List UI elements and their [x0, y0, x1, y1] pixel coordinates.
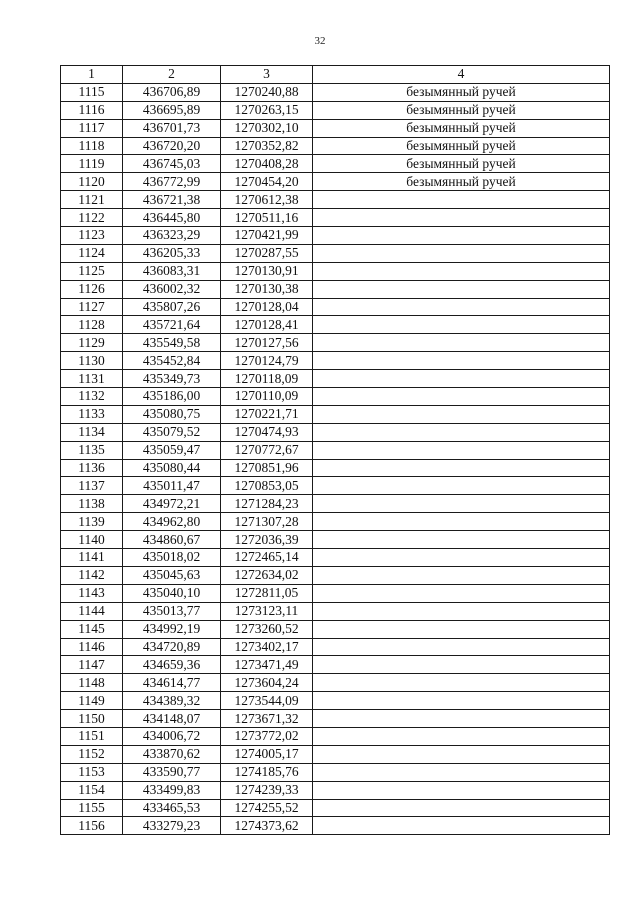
- table-row: [61, 459, 610, 477]
- x-coordinate-cell: 434659,36: [123, 656, 221, 674]
- x-coordinate-cell: 435040,10: [123, 584, 221, 602]
- description-cell: [313, 405, 610, 423]
- point-number-cell: 1119: [61, 155, 123, 173]
- x-coordinate-cell: 436083,31: [123, 262, 221, 280]
- point-number-cell: 1154: [61, 781, 123, 799]
- point-number-cell: 1145: [61, 620, 123, 638]
- y-coordinate-cell: 1270110,09: [221, 388, 313, 406]
- description-cell: [313, 799, 610, 817]
- x-coordinate-cell: 433870,62: [123, 745, 221, 763]
- point-number-cell: 1116: [61, 101, 123, 119]
- table-row: [61, 191, 610, 209]
- table-row: [61, 262, 610, 280]
- table-row: [61, 763, 610, 781]
- table-row: [61, 727, 610, 745]
- y-coordinate-cell: 1270130,91: [221, 262, 313, 280]
- description-cell: [313, 244, 610, 262]
- description-cell: [313, 352, 610, 370]
- table-row: [61, 495, 610, 513]
- table-row: [61, 209, 610, 227]
- point-number-cell: 1122: [61, 209, 123, 227]
- table-row: [61, 388, 610, 406]
- y-coordinate-cell: 1272634,02: [221, 566, 313, 584]
- x-coordinate-cell: 434860,67: [123, 531, 221, 549]
- description-cell: [313, 388, 610, 406]
- y-coordinate-cell: 1270263,15: [221, 101, 313, 119]
- point-number-cell: 1138: [61, 495, 123, 513]
- table-row: [61, 674, 610, 692]
- x-coordinate-cell: 436695,89: [123, 101, 221, 119]
- description-cell: [313, 316, 610, 334]
- description-cell: [313, 817, 610, 835]
- point-number-cell: 1153: [61, 763, 123, 781]
- point-number-cell: 1143: [61, 584, 123, 602]
- column-header-y: 3: [221, 66, 313, 84]
- y-coordinate-cell: 1270127,56: [221, 334, 313, 352]
- x-coordinate-cell: 435807,26: [123, 298, 221, 316]
- table-header-row: [61, 66, 610, 84]
- point-number-cell: 1155: [61, 799, 123, 817]
- y-coordinate-cell: 1273260,52: [221, 620, 313, 638]
- description-cell: [313, 262, 610, 280]
- y-coordinate-cell: 1270128,04: [221, 298, 313, 316]
- point-number-cell: 1146: [61, 638, 123, 656]
- description-cell: безымянный ручей: [313, 119, 610, 137]
- point-number-cell: 1117: [61, 119, 123, 137]
- y-coordinate-cell: 1270118,09: [221, 370, 313, 388]
- table-row: [61, 101, 610, 119]
- description-cell: [313, 602, 610, 620]
- x-coordinate-cell: 435349,73: [123, 370, 221, 388]
- y-coordinate-cell: 1270851,96: [221, 459, 313, 477]
- point-number-cell: 1121: [61, 191, 123, 209]
- y-coordinate-cell: 1273604,24: [221, 674, 313, 692]
- description-cell: [313, 191, 610, 209]
- coordinates-table: [60, 65, 610, 835]
- description-cell: [313, 692, 610, 710]
- x-coordinate-cell: 435045,63: [123, 566, 221, 584]
- description-cell: [313, 584, 610, 602]
- table-row: [61, 745, 610, 763]
- y-coordinate-cell: 1270302,10: [221, 119, 313, 137]
- y-coordinate-cell: 1270511,16: [221, 209, 313, 227]
- x-coordinate-cell: 434389,32: [123, 692, 221, 710]
- x-coordinate-cell: 434614,77: [123, 674, 221, 692]
- table-row: [61, 137, 610, 155]
- x-coordinate-cell: 433279,23: [123, 817, 221, 835]
- point-number-cell: 1156: [61, 817, 123, 835]
- y-coordinate-cell: 1270221,71: [221, 405, 313, 423]
- table-row: [61, 352, 610, 370]
- x-coordinate-cell: 435013,77: [123, 602, 221, 620]
- point-number-cell: 1147: [61, 656, 123, 674]
- point-number-cell: 1140: [61, 531, 123, 549]
- point-number-cell: 1134: [61, 423, 123, 441]
- y-coordinate-cell: 1270124,79: [221, 352, 313, 370]
- description-cell: [313, 495, 610, 513]
- x-coordinate-cell: 436720,20: [123, 137, 221, 155]
- x-coordinate-cell: 433590,77: [123, 763, 221, 781]
- table-row: [61, 817, 610, 835]
- x-coordinate-cell: 434992,19: [123, 620, 221, 638]
- description-cell: [313, 423, 610, 441]
- y-coordinate-cell: 1273123,11: [221, 602, 313, 620]
- description-cell: безымянный ручей: [313, 101, 610, 119]
- description-cell: безымянный ручей: [313, 137, 610, 155]
- table-row: [61, 316, 610, 334]
- table-row: [61, 405, 610, 423]
- table-row: [61, 244, 610, 262]
- table-row: [61, 155, 610, 173]
- table-row: [61, 638, 610, 656]
- x-coordinate-cell: 435018,02: [123, 549, 221, 567]
- table-row: [61, 513, 610, 531]
- description-cell: [313, 513, 610, 531]
- y-coordinate-cell: 1274373,62: [221, 817, 313, 835]
- description-cell: безымянный ручей: [313, 155, 610, 173]
- y-coordinate-cell: 1270408,28: [221, 155, 313, 173]
- y-coordinate-cell: 1270128,41: [221, 316, 313, 334]
- table-row: [61, 173, 610, 191]
- point-number-cell: 1115: [61, 83, 123, 101]
- description-cell: [313, 638, 610, 656]
- point-number-cell: 1136: [61, 459, 123, 477]
- y-coordinate-cell: 1270454,20: [221, 173, 313, 191]
- point-number-cell: 1129: [61, 334, 123, 352]
- x-coordinate-cell: 436721,38: [123, 191, 221, 209]
- table-row: [61, 549, 610, 567]
- y-coordinate-cell: 1273671,32: [221, 710, 313, 728]
- y-coordinate-cell: 1270287,55: [221, 244, 313, 262]
- description-cell: [313, 227, 610, 245]
- y-coordinate-cell: 1274185,76: [221, 763, 313, 781]
- x-coordinate-cell: 436745,03: [123, 155, 221, 173]
- table-row: [61, 298, 610, 316]
- description-cell: [313, 459, 610, 477]
- point-number-cell: 1118: [61, 137, 123, 155]
- x-coordinate-cell: 435080,75: [123, 405, 221, 423]
- table-body: [61, 83, 610, 834]
- table-row: [61, 477, 610, 495]
- description-cell: [313, 781, 610, 799]
- point-number-cell: 1128: [61, 316, 123, 334]
- point-number-cell: 1144: [61, 602, 123, 620]
- y-coordinate-cell: 1273544,09: [221, 692, 313, 710]
- x-coordinate-cell: 435549,58: [123, 334, 221, 352]
- x-coordinate-cell: 434972,21: [123, 495, 221, 513]
- description-cell: [313, 477, 610, 495]
- point-number-cell: 1123: [61, 227, 123, 245]
- x-coordinate-cell: 434720,89: [123, 638, 221, 656]
- description-cell: безымянный ручей: [313, 173, 610, 191]
- description-cell: [313, 334, 610, 352]
- x-coordinate-cell: 436701,73: [123, 119, 221, 137]
- point-number-cell: 1131: [61, 370, 123, 388]
- table-row: [61, 370, 610, 388]
- point-number-cell: 1152: [61, 745, 123, 763]
- point-number-cell: 1135: [61, 441, 123, 459]
- y-coordinate-cell: 1273471,49: [221, 656, 313, 674]
- point-number-cell: 1133: [61, 405, 123, 423]
- table-row: [61, 334, 610, 352]
- x-coordinate-cell: 434006,72: [123, 727, 221, 745]
- description-cell: [313, 280, 610, 298]
- x-coordinate-cell: 435721,64: [123, 316, 221, 334]
- point-number-cell: 1142: [61, 566, 123, 584]
- description-cell: [313, 531, 610, 549]
- y-coordinate-cell: 1270853,05: [221, 477, 313, 495]
- column-header-number: 1: [61, 66, 123, 84]
- table-row: [61, 710, 610, 728]
- y-coordinate-cell: 1274255,52: [221, 799, 313, 817]
- table-row: [61, 280, 610, 298]
- x-coordinate-cell: 436002,32: [123, 280, 221, 298]
- table-row: [61, 531, 610, 549]
- description-cell: [313, 710, 610, 728]
- point-number-cell: 1137: [61, 477, 123, 495]
- point-number-cell: 1127: [61, 298, 123, 316]
- description-cell: [313, 441, 610, 459]
- y-coordinate-cell: 1270130,38: [221, 280, 313, 298]
- x-coordinate-cell: 434962,80: [123, 513, 221, 531]
- y-coordinate-cell: 1274005,17: [221, 745, 313, 763]
- point-number-cell: 1139: [61, 513, 123, 531]
- y-coordinate-cell: 1272465,14: [221, 549, 313, 567]
- point-number-cell: 1149: [61, 692, 123, 710]
- point-number-cell: 1130: [61, 352, 123, 370]
- x-coordinate-cell: 433465,53: [123, 799, 221, 817]
- table-row: [61, 799, 610, 817]
- description-cell: [313, 674, 610, 692]
- point-number-cell: 1125: [61, 262, 123, 280]
- point-number-cell: 1150: [61, 710, 123, 728]
- y-coordinate-cell: 1273402,17: [221, 638, 313, 656]
- table-row: [61, 227, 610, 245]
- page-number: 32: [314, 35, 326, 47]
- x-coordinate-cell: 435186,00: [123, 388, 221, 406]
- table-row: [61, 566, 610, 584]
- y-coordinate-cell: 1270421,99: [221, 227, 313, 245]
- x-coordinate-cell: 435079,52: [123, 423, 221, 441]
- y-coordinate-cell: 1272036,39: [221, 531, 313, 549]
- x-coordinate-cell: 435011,47: [123, 477, 221, 495]
- y-coordinate-cell: 1271284,23: [221, 495, 313, 513]
- x-coordinate-cell: 435452,84: [123, 352, 221, 370]
- table-row: [61, 602, 610, 620]
- point-number-cell: 1148: [61, 674, 123, 692]
- table-row: [61, 692, 610, 710]
- description-cell: [313, 298, 610, 316]
- y-coordinate-cell: 1271307,28: [221, 513, 313, 531]
- point-number-cell: 1124: [61, 244, 123, 262]
- x-coordinate-cell: 434148,07: [123, 710, 221, 728]
- y-coordinate-cell: 1273772,02: [221, 727, 313, 745]
- x-coordinate-cell: 436706,89: [123, 83, 221, 101]
- description-cell: [313, 566, 610, 584]
- y-coordinate-cell: 1270772,67: [221, 441, 313, 459]
- x-coordinate-cell: 433499,83: [123, 781, 221, 799]
- table-row: [61, 656, 610, 674]
- y-coordinate-cell: 1270612,38: [221, 191, 313, 209]
- description-cell: [313, 656, 610, 674]
- table-row: [61, 620, 610, 638]
- description-cell: [313, 745, 610, 763]
- y-coordinate-cell: 1270240,88: [221, 83, 313, 101]
- y-coordinate-cell: 1272811,05: [221, 584, 313, 602]
- description-cell: [313, 370, 610, 388]
- table-row: [61, 423, 610, 441]
- point-number-cell: 1151: [61, 727, 123, 745]
- point-number-cell: 1141: [61, 549, 123, 567]
- table-row: [61, 441, 610, 459]
- description-cell: [313, 727, 610, 745]
- y-coordinate-cell: 1274239,33: [221, 781, 313, 799]
- description-cell: безымянный ручей: [313, 83, 610, 101]
- description-cell: [313, 763, 610, 781]
- table-row: [61, 781, 610, 799]
- x-coordinate-cell: 436205,33: [123, 244, 221, 262]
- x-coordinate-cell: 436772,99: [123, 173, 221, 191]
- point-number-cell: 1132: [61, 388, 123, 406]
- x-coordinate-cell: 435080,44: [123, 459, 221, 477]
- description-cell: [313, 620, 610, 638]
- table-row: [61, 119, 610, 137]
- x-coordinate-cell: 436445,80: [123, 209, 221, 227]
- x-coordinate-cell: 435059,47: [123, 441, 221, 459]
- table-row: [61, 584, 610, 602]
- column-header-x: 2: [123, 66, 221, 84]
- y-coordinate-cell: 1270352,82: [221, 137, 313, 155]
- y-coordinate-cell: 1270474,93: [221, 423, 313, 441]
- x-coordinate-cell: 436323,29: [123, 227, 221, 245]
- description-cell: [313, 549, 610, 567]
- point-number-cell: 1120: [61, 173, 123, 191]
- description-cell: [313, 209, 610, 227]
- table-row: [61, 83, 610, 101]
- column-header-description: 4: [313, 66, 610, 84]
- point-number-cell: 1126: [61, 280, 123, 298]
